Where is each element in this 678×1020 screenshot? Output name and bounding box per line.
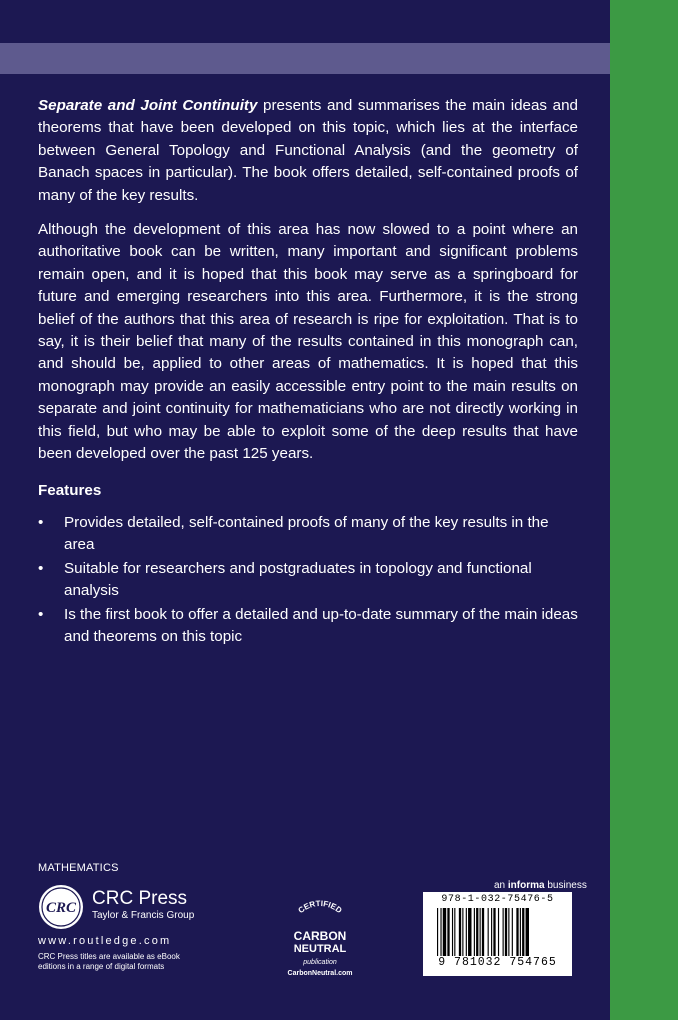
barcode-bar [452, 908, 453, 956]
barcode-bar [447, 908, 449, 956]
publisher-group: Taylor & Francis Group [92, 910, 195, 921]
barcode-bar [503, 908, 504, 956]
informa-suffix: business [544, 880, 587, 891]
barcode-bar [482, 908, 484, 956]
green-spine [610, 0, 678, 1020]
carbon-badge-line1: CARBON [293, 929, 347, 943]
barcode-bar [468, 908, 471, 956]
description-paragraph-1 [38, 95, 578, 207]
barcode-bar [443, 908, 446, 956]
carbon-badge-site: CarbonNeutral.com [287, 970, 353, 977]
feature-item-text: Provides detailed, self-contained proofs of many of the key results in the area [64, 513, 549, 554]
barcode-bar [462, 908, 463, 956]
crc-logo-text: CRC [45, 900, 77, 916]
carbon-badge-line2: NEUTRAL [293, 943, 347, 955]
carbon-neutral-badge-icon [274, 896, 366, 978]
barcode-bar [440, 908, 441, 956]
carbon-badge-top: CERTIFIED [296, 898, 344, 916]
barcode-bar [516, 908, 518, 956]
ebook-note: CRC Press titles are available as eBook editions in a range of digital formats [38, 952, 180, 971]
bullet-icon: • [38, 559, 44, 577]
subject-label: MATHEMATICS [38, 862, 119, 874]
barcode-bar [488, 908, 489, 956]
features-heading: Features [38, 481, 102, 499]
barcode-bar [454, 908, 455, 956]
book-title-italic: Separate and Joint Continuity [38, 97, 258, 114]
barcode-bar [508, 908, 509, 956]
informa-prefix: an [494, 880, 508, 891]
barcode-bar [480, 908, 481, 956]
barcode-bar [437, 908, 438, 956]
informa-business-label [494, 880, 587, 891]
isbn-barcode [423, 892, 572, 976]
isbn-label: 978-1-032-75476-5 [441, 894, 554, 905]
barcode-bar [520, 908, 521, 956]
crc-logo-icon [38, 884, 84, 930]
feature-item-text: Suitable for researchers and postgraduates in topology and functional analysis [64, 559, 532, 600]
top-band [0, 43, 610, 74]
barcode-bar [491, 908, 492, 956]
description-block [38, 95, 578, 649]
barcode-bar [522, 908, 524, 956]
paragraph-1-text: presents and summarises the main ideas and theorems that have been developed on this topic, which lies at the interface between General Topology and Functional Analysis (and the geometry of Banach spaces in particular). The book offers detailed, self-contained proofs of many of the key results. [38, 97, 578, 204]
feature-item-text: Is the first book to offer a detailed and up-to-date summary of the main ideas and theorems on this topic [64, 605, 578, 645]
barcode-bar [466, 908, 467, 956]
informa-brand: informa [507, 880, 545, 891]
feature-item [38, 512, 578, 557]
barcode-bar [505, 908, 507, 956]
description-paragraph-2: Although the development of this area has now slowed to a point where an authoritative book can be written, many important and significant problems remain open, and it is hoped that this book may serve as a springboard for future and emerging researchers into this area. Furthermore, it is the strong belief of the authors that this area of research is ripe for exploitation. That is to say, it is their belief that many of the results contained in this monograph can, and should be, applied to other areas of mathematics. It is hoped that this monograph may provide an easily accessible entry point to the main results on separate and joint continuity for mathematicians who are not directly working in this field, but who may be able to exploit some of the deep results that have been developed over the past 125 years. [38, 221, 578, 463]
barcode-bar [459, 908, 461, 956]
bullet-icon: • [38, 605, 44, 623]
barcode-bar [526, 908, 529, 956]
barcode-bar [474, 908, 475, 956]
ean-digits: 9 781032 754765 [438, 956, 557, 969]
publisher-name: CRC Press [92, 888, 188, 909]
barcode-bar [498, 908, 499, 956]
feature-item [38, 558, 578, 603]
barcode-bar [476, 908, 478, 956]
barcode-bar [512, 908, 513, 956]
bullet-icon: • [38, 513, 44, 531]
svg-text:CERTIFIED [296, 899, 343, 915]
features-list [38, 512, 578, 648]
carbon-badge-bottom: publication [303, 959, 337, 966]
feature-item [38, 604, 578, 649]
barcode-bar [493, 908, 495, 956]
website-url: www.routledge.com [38, 935, 172, 947]
